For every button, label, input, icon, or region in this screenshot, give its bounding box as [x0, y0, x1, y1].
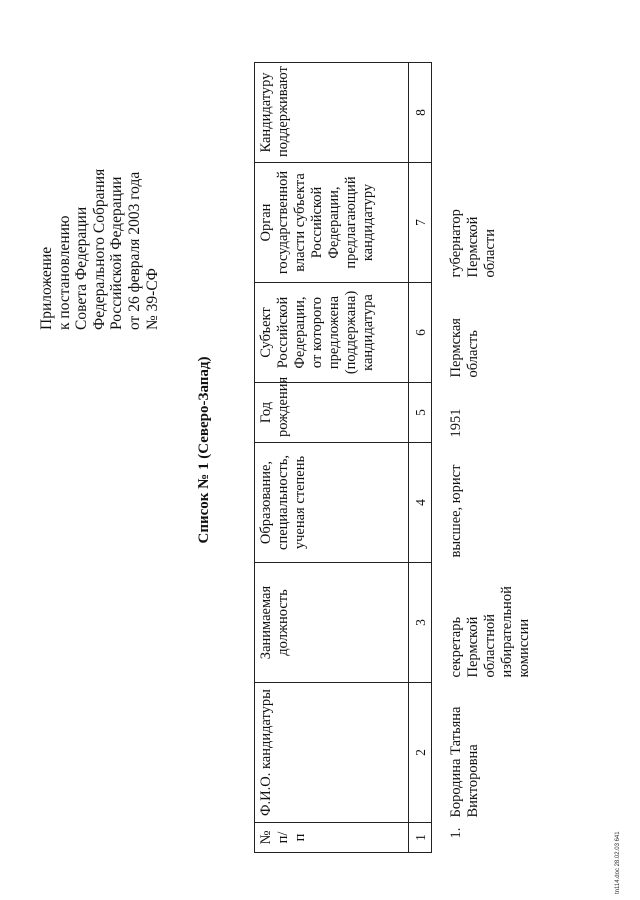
- header-subject: Субъект Российской Федерации, от которого предложена (поддержана) кандидатура: [255, 283, 409, 383]
- header-education: Образование, специальность, ученая степень: [255, 443, 409, 563]
- column-number: 1: [409, 823, 432, 853]
- column-number: 3: [409, 563, 432, 683]
- header-birth-year: Год рождения: [255, 383, 409, 443]
- appendix-line: Совета Федерации: [73, 206, 91, 330]
- candidate-subject: Пермская область: [448, 318, 481, 378]
- column-number: 8: [409, 63, 432, 163]
- header-authority: Орган государственной власти субъекта Российской Федерации, предлагающий кандидатуру: [255, 163, 409, 283]
- appendix-line: № 39-СФ: [143, 268, 161, 330]
- column-number: 2: [409, 683, 432, 823]
- column-number-row: [409, 63, 432, 853]
- candidate-name: Бородина Татьяна Викторовна: [448, 706, 481, 818]
- header-name: Ф.И.О. кандидатуры: [255, 683, 409, 823]
- candidate-authority: губернатор Пермской области: [448, 209, 498, 278]
- header-position: Занимаемая должность: [255, 563, 409, 683]
- column-number: 4: [409, 443, 432, 563]
- appendix-line: от 26 февраля 2003 года: [125, 171, 143, 330]
- appendix-line: Федерального Собрания: [90, 168, 108, 330]
- table-row: [432, 63, 534, 853]
- candidate-education: высшее, юрист: [448, 464, 464, 558]
- document-footer: tn114.doc 28.02.03 641: [615, 831, 621, 894]
- candidate-position: секретарь Пермской областной избирательной комиссии: [448, 586, 532, 678]
- appendix-block: [38, 169, 161, 330]
- header-number: № п/п: [255, 823, 409, 853]
- candidates-table: [254, 62, 533, 853]
- appendix-line: к постановлению: [55, 215, 73, 330]
- header-row: [255, 63, 409, 853]
- appendix-line: Приложение: [38, 246, 55, 330]
- column-number: 6: [409, 283, 432, 383]
- candidate-birth-year: 1951: [448, 408, 464, 438]
- appendix-line: Российской Федерации: [108, 176, 126, 330]
- column-number: 5: [409, 383, 432, 443]
- list-title: Список № 1 (Северо-Запад): [196, 356, 212, 544]
- column-number: 7: [409, 163, 432, 283]
- header-supported-by: Кандидатуру поддерживают: [255, 63, 409, 163]
- row-number: 1.: [448, 827, 464, 839]
- candidate-supported-by: [432, 63, 534, 163]
